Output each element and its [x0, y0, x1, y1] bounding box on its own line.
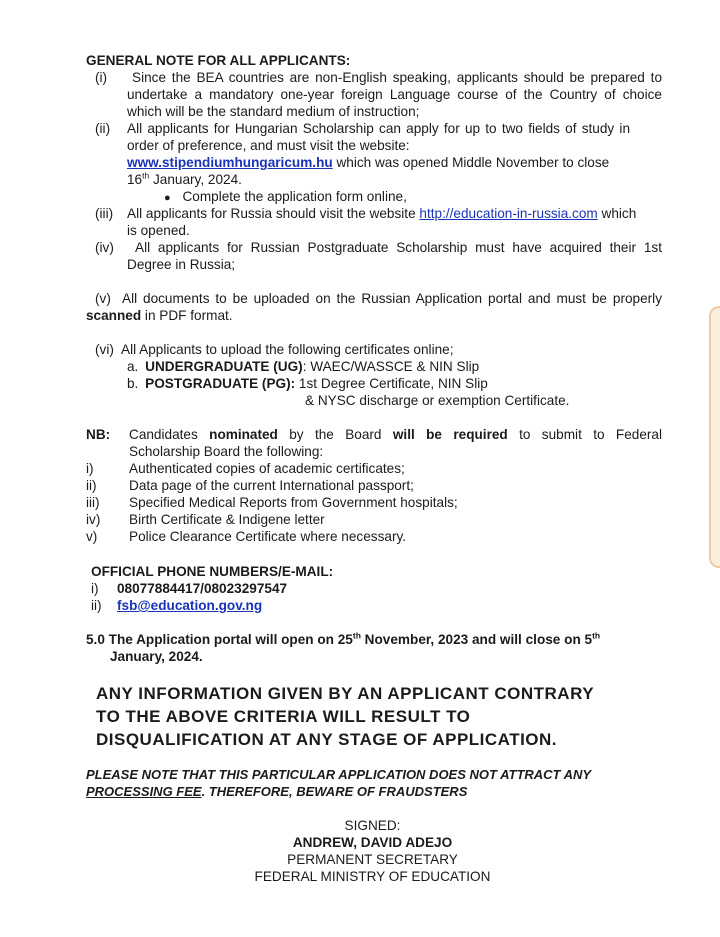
- item-number: (iv): [95, 240, 114, 255]
- item-ii-line-4: [127, 171, 242, 188]
- nb-line-1: [129, 426, 662, 443]
- item-iii-line-1: [127, 205, 636, 222]
- item-number: (i): [95, 70, 108, 85]
- item-v-line-2: [86, 307, 233, 324]
- hungarian-website-link[interactable]: www.stipendiumhungaricum.hu: [127, 155, 333, 170]
- fraudsters-warning: . THEREFORE, BEWARE OF FRAUDSTERS: [201, 784, 468, 799]
- fee-note-line-1: PLEASE NOTE THAT THIS PARTICULAR APPLICATION DOES NOT ATTRACT ANY: [86, 767, 592, 782]
- item-iv-line-2: Degree in Russia;: [127, 257, 236, 272]
- item-number: (vi): [95, 342, 114, 357]
- item-iv-line-1: All applicants for Russian Postgraduate Scholarship must have acquired their 1st: [135, 240, 662, 255]
- pg-requirements: 1st Degree Certificate, NIN Slip: [295, 376, 488, 391]
- contact-number: i): [91, 581, 99, 596]
- sub-item-letter: a.: [127, 359, 139, 374]
- nb-item-number: iii): [86, 495, 100, 510]
- ug-label: UNDERGRADUATE (UG): [145, 359, 303, 374]
- nb-item-number: i): [86, 461, 94, 476]
- phone-numbers: 08077884417/08023297547: [117, 581, 288, 596]
- warning-line-2: TO THE ABOVE CRITERIA WILL RESULT TO: [96, 707, 471, 726]
- nb-text: to submit to Federal: [507, 427, 662, 442]
- close-date-rest: January, 2024.: [149, 172, 242, 187]
- item-iii-line-2: is opened.: [127, 223, 190, 238]
- nb-item-number: iv): [86, 512, 101, 527]
- signatory-ministry: FEDERAL MINISTRY OF EDUCATION: [254, 869, 491, 884]
- nb-item-text: Specified Medical Reports from Government hospitals;: [129, 495, 458, 510]
- item-ii-line-1: All applicants for Hungarian Scholarship can apply for up to two fields of study in: [127, 121, 630, 136]
- general-note-heading: GENERAL NOTE FOR ALL APPLICANTS:: [86, 53, 351, 68]
- ug-requirements: : WAEC/WASSCE & NIN Slip: [302, 359, 480, 374]
- nb-line-2: Scholarship Board the following:: [129, 444, 324, 459]
- portal-text: November, 2023 and will close on 5: [360, 632, 593, 647]
- scanned-word: scanned: [86, 308, 142, 323]
- item-ii-line-2: order of preference, and must visit the website:: [127, 138, 410, 153]
- nb-label: NB:: [86, 427, 111, 442]
- signatory-title: PERMANENT SECRETARY: [287, 852, 458, 867]
- item-i-line-1: Since the BEA countries are non-English speaking, applicants should be prepared to: [132, 70, 662, 85]
- bullet-icon: ●: [164, 192, 171, 204]
- sub-item-letter: b.: [127, 376, 139, 391]
- fee-note-line-2: [86, 783, 467, 800]
- close-date-day: 16: [127, 172, 143, 187]
- item-iii-pre: All applicants for Russia should visit the website: [127, 206, 420, 221]
- signatory-name: ANDREW, DAVID ADEJO: [292, 835, 453, 850]
- portal-sup: th: [352, 630, 361, 641]
- item-vi-line-1: All Applicants to upload the following certificates online;: [121, 342, 454, 357]
- item-number: (ii): [95, 121, 111, 136]
- sub-item-pg: [127, 375, 488, 392]
- bullet-text: Complete the application form online,: [182, 189, 407, 204]
- item-iii-post: which: [597, 206, 637, 221]
- item-i-line-3: which will be the standard medium of instruction;: [127, 104, 420, 119]
- contact-number: ii): [91, 598, 102, 613]
- nb-bold: will be required: [392, 427, 508, 442]
- russia-website-link[interactable]: http://education-in-russia.com: [419, 206, 598, 221]
- portal-sup: th: [592, 630, 601, 641]
- warning-line-1: ANY INFORMATION GIVEN BY AN APPLICANT CONTRARY: [96, 684, 595, 703]
- nb-item-text: Authenticated copies of academic certificates;: [129, 461, 405, 476]
- side-scroll-tab[interactable]: [709, 306, 720, 568]
- portal-line-1: [86, 631, 600, 648]
- processing-fee-text: PROCESSING FEE: [86, 784, 202, 799]
- signed-label: SIGNED:: [344, 818, 401, 833]
- sub-item-ug: [127, 358, 479, 375]
- item-v-line-1: All documents to be uploaded on the Russian Application portal and must be properly: [122, 291, 662, 306]
- item-v-rest: in PDF format.: [141, 308, 233, 323]
- item-ii-suffix: which was opened Middle November to close: [332, 155, 610, 170]
- warning-line-3: DISQUALIFICATION AT ANY STAGE OF APPLICATION.: [96, 730, 558, 749]
- portal-line-2: January, 2024.: [110, 649, 203, 664]
- nb-bold: nominated: [209, 427, 278, 442]
- nb-text: by the Board: [277, 427, 393, 442]
- nb-text: Candidates: [129, 427, 210, 442]
- nb-item-text: Birth Certificate & Indigene letter: [129, 512, 325, 527]
- nb-item-number: v): [86, 529, 98, 544]
- nb-item-number: ii): [86, 478, 97, 493]
- portal-text: 5.0 The Application portal will open on 25: [86, 632, 353, 647]
- pg-label: POSTGRADUATE (PG):: [145, 376, 296, 391]
- item-i-line-2: undertake a mandatory one-year foreign Language course of the Country of choice: [127, 87, 662, 102]
- email-link[interactable]: fsb@education.gov.ng: [117, 598, 263, 613]
- item-ii-line-3: [127, 154, 609, 171]
- nb-item-text: Police Clearance Certificate where necessary.: [129, 529, 407, 544]
- close-date-suffix: th: [142, 170, 150, 181]
- item-number: (v): [95, 291, 111, 306]
- contacts-heading: OFFICIAL PHONE NUMBERS/E-MAIL:: [91, 564, 334, 579]
- item-number: (iii): [95, 206, 114, 221]
- pg-requirements-continued: & NYSC discharge or exemption Certificate.: [305, 393, 570, 408]
- nb-item-text: Data page of the current International passport;: [129, 478, 414, 493]
